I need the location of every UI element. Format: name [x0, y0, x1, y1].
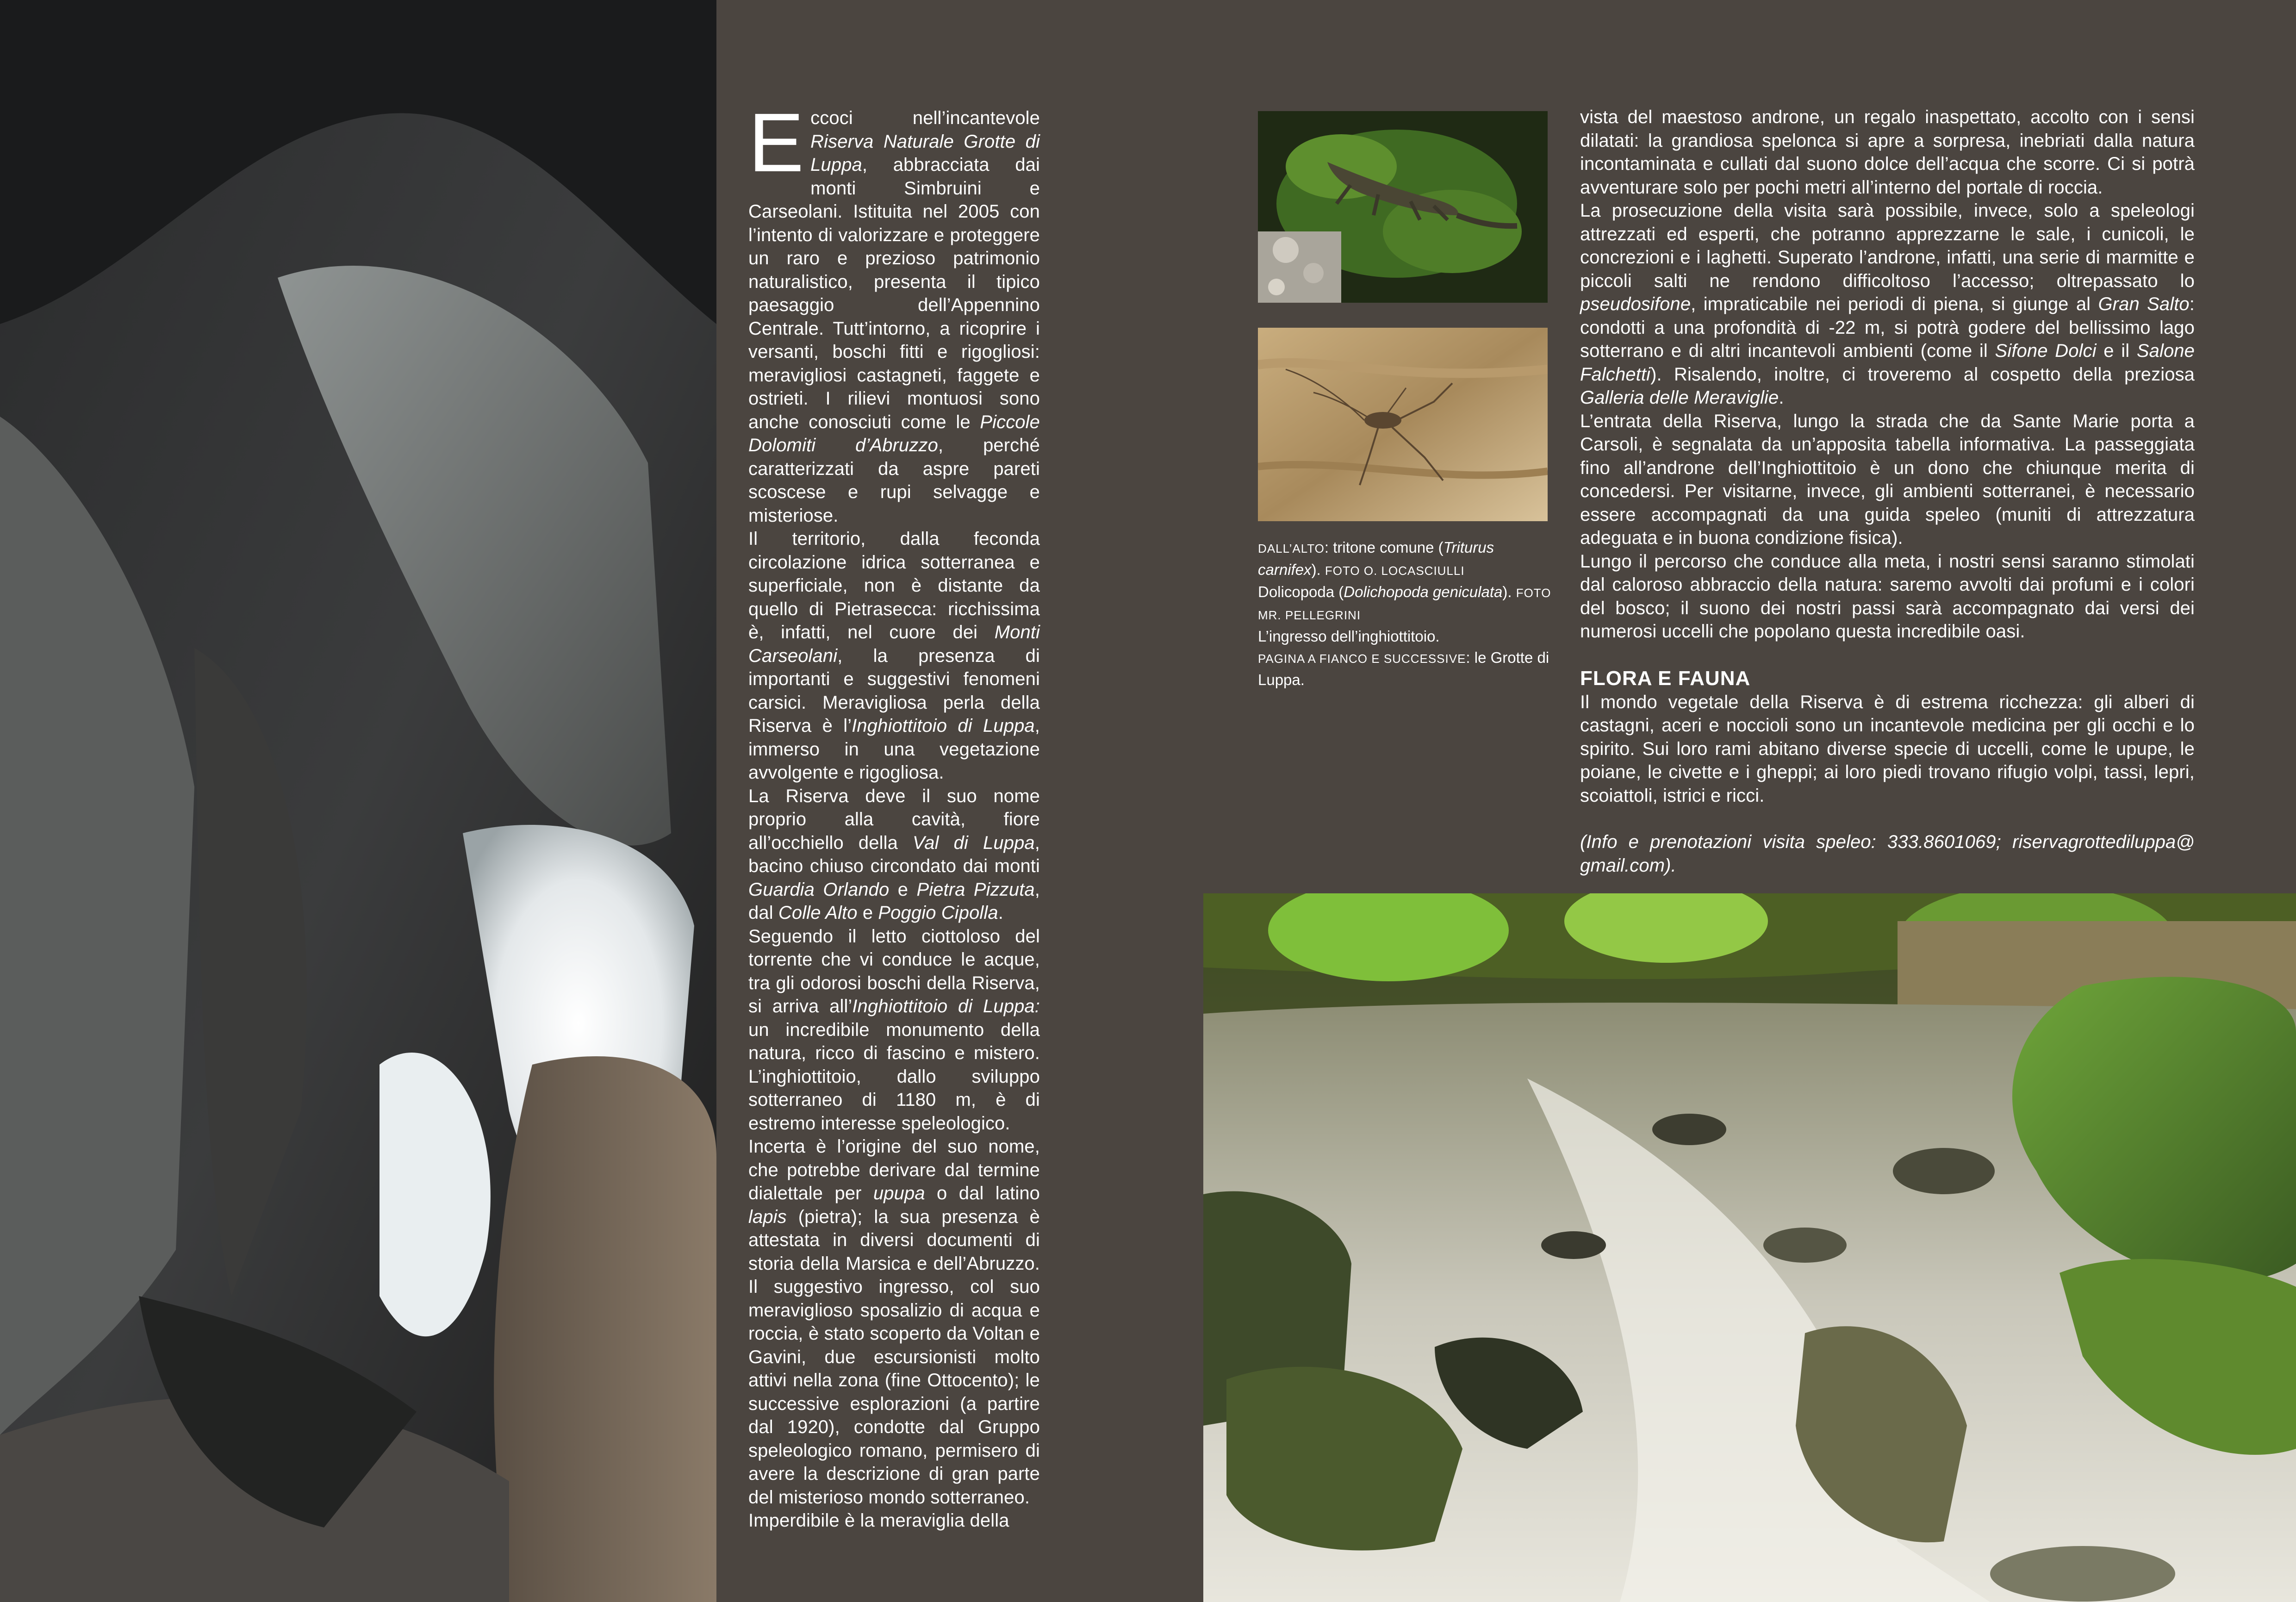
paragraph: Imperdibile è la meraviglia della [748, 1510, 1009, 1531]
caption: L’ingresso dell’inghiottitoio. [1258, 628, 1440, 645]
text-run: (pietra); la sua presenza è attestata in diversi documenti di storia della Marsica e dell’Abruzzo. Il suggestivo ingresso, col suo meraviglioso sposalizio di acqua e roccia, è stato scoperto da Voltan e Gavini, due escursionisti molto attivi nella zona (fine Ottocento); le successive esplorazioni (a partire dal 1920), condotte dal Gruppo speleologico romano, permisero di avere la descrizione di gran parte del misterioso mondo sotterraneo. [748, 1206, 1040, 1508]
text-run: Monti Carseolani [748, 622, 1040, 666]
text-run: La Riserva deve il suo nome proprio alla cavità, fiore all’occhiello della [748, 785, 1040, 853]
text-run: e il [2096, 341, 2137, 361]
text-run: Incerta è l’origine del suo nome, che potrebbe derivare dal termine dialettale per [748, 1136, 1040, 1203]
text-run: : condotti a una profondità di -22 m, si potrà godere del bellissimo lago sotterrano e di altri incantevoli ambienti (come il [1580, 294, 2195, 361]
text-run: e [889, 879, 917, 900]
text-run: (Info e prenotazioni visita speleo: 333.8601069; riservagrottediluppa@ gmail.com). [1580, 832, 2195, 876]
text-run: Pietra Pizzuta [916, 879, 1035, 900]
paragraph: vista del maestoso androne, un regalo inaspettato, accolto con i sensi dilatati: la grandiosa spelonca si apre a sorpresa, inebriati dalla natura incontaminata e cullati dal suono dolce dell’acqua che scorre. Ci si potrà avventurare solo per pochi metri all’interno del portale di roccia. [1580, 107, 2195, 198]
caption [1258, 537, 1554, 581]
text-run: Gran Salto [2098, 294, 2190, 314]
text-run: Guardia Orlando [748, 879, 890, 900]
caption [1258, 581, 1554, 626]
text-run: Triturus carnifex [1258, 539, 1494, 578]
text-run: , impraticabile nei periodi di piena, si giunge al [1691, 294, 2098, 314]
drop-cap: E [748, 96, 804, 189]
text-run: Salone Falchetti [1580, 341, 2195, 385]
paragraph [748, 1135, 1040, 1509]
text-run: Sifone Dolci [1995, 341, 2097, 361]
text-run: lapis [748, 1206, 787, 1227]
photo-captions [1258, 537, 1554, 691]
text-run: Seguendo il letto ciottoloso del torrente che vi conduce le acque, tra gli odorosi boschi della Riserva, si arriva all’ [748, 926, 1040, 1016]
text-run: Val di Luppa [912, 832, 1035, 853]
text-run: Galleria delle Meraviglie [1580, 387, 1779, 408]
cave-cricket-photo [1258, 328, 1548, 521]
section-heading: FLORA E FAUNA [1580, 667, 1751, 690]
text-run: Il territorio, dalla feconda circolazione idrica sotterranea e superficiale, non è distante da quello di Pietrasecca: ricchissima è, infatti, nel cuore dei [748, 529, 1040, 642]
text-run: ). Risalendo, inoltre, ci troveremo al cospetto della preziosa [1650, 364, 2195, 385]
text-run: ). [1502, 583, 1516, 600]
article-column-1 [748, 96, 1040, 1533]
text-run: ccoci nell’incantevole [810, 108, 1040, 128]
paragraph [748, 785, 1040, 925]
text-run: o dal latino [925, 1183, 1040, 1203]
text-run: , bacino chiuso circondato dai monti [748, 832, 1040, 876]
text-run: , abbracciata dai monti Simbruini e Carseolani. Istituita nel 2005 con l’intento di valorizzare e proteggere un raro e prezioso patrimonio naturalistico, presenta il tipico paesaggio dell’Appennino Centrale. Tutt’intorno, a ricoprire i versanti, boschi fitti e rigogliosi: meravigliosi castagneti, faggete e ostrieti. I rilievi montuosi sono anche conosciuti come le [748, 155, 1040, 432]
text-run: upupa [873, 1183, 925, 1203]
text-run: , la presenza di importanti e suggestivi fenomeni carsici. Meravigliosa perla della Riserva è l’ [748, 645, 1040, 736]
text-run: : le Grotte di Luppa. [1258, 649, 1549, 688]
text-run: Dolichopoda geniculata [1344, 583, 1503, 600]
text-run: Poggio Cipolla [878, 903, 998, 923]
spacer [1580, 807, 2195, 830]
text-run: Inghiottitoio di Luppa: [852, 996, 1040, 1016]
text-run: Inghiottitoio di Luppa [852, 716, 1035, 736]
text-run: Dolicopoda ( [1258, 583, 1344, 600]
text-run: Colle Alto [778, 903, 858, 923]
text-run: PAGINA A FIANCO E SUCCESSIVE [1258, 652, 1466, 666]
mossy-stream-photo [1203, 893, 2296, 1602]
text-run: ). [1311, 561, 1325, 578]
text-run: pseudosifone [1580, 294, 1691, 314]
paragraph: L’entrata della Riserva, lungo la strada che da Sante Marie porta a Carsoli, è segnalata da un’apposita tabella informativa. La passeggiata fino all’androne dell’Inghiottitoio è un dono che chiunque merita di concedersi. Per visitarne, invece, gli ambienti sotterranei, è necessario essere accompagnati da una guida speleo (muniti di attrezzatura adeguata e in buona condizione fisica). [1580, 411, 2195, 548]
intro-paragraph [748, 96, 1040, 527]
paragraph: Il mondo vegetale della Riserva è di estrema ricchezza: gli alberi di castagni, aceri e noccioli sono un incantevole medicina per gli occhi e lo spirito. Sui loro rami abitano diverse specie di uccelli, come le upupe, le poiane, le civette e i gheppi; ai loro piedi trovano rifugio volpi, tassi, lepri, scoiattoli, istrici e ricci. [1580, 692, 2195, 806]
text-run: , dal [748, 879, 1040, 923]
text-run: . [998, 903, 1003, 923]
text-run: FOTO MR. PELLEGRINI [1258, 586, 1551, 622]
text-run: , perché caratterizzati da aspre pareti scoscese e rupi selvagge e misteriose. [748, 435, 1040, 526]
text-run: FOTO O. LOCASCIULLI [1325, 564, 1465, 578]
caption [1258, 647, 1554, 691]
text-run: Riserva Naturale Grotte di Luppa [810, 131, 1040, 175]
paragraph: Lungo il percorso che conduce alla meta, i nostri sensi saranno stimolati dal caloroso abbraccio della natura: saremo avvolti dai profumi e i colori del bosco; il suono dei nostri passi sarà accompagnato dai versi dei numerosi uccelli che popolano questa incredibile oasi. [1580, 551, 2195, 642]
paragraph [748, 527, 1040, 785]
text-run: un incredibile monumento della natura, ricco di fascino e mistero. L’inghiottitoio, dallo sviluppo sotterraneo di 1180 m, è di estremo interesse speleologico. [748, 1019, 1040, 1134]
newt-on-moss-photo [1258, 111, 1548, 303]
cave-interior-photo [0, 0, 716, 1602]
text-run: , immerso in una vegetazione avvolgente e rigogliosa. [748, 716, 1040, 783]
contact-info [1580, 830, 2195, 877]
text-run: : tritone comune ( [1324, 539, 1444, 556]
paragraph [748, 925, 1040, 1135]
text-run: La prosecuzione della visita sarà possibile, invece, solo a speleologi attrezzati ed esperti, che potranno apprezzarne le sale, i cunicoli, le concrezioni e i laghetti. Superato l’androne, infatti, una serie di marmitte e piccoli salti ne rendono difficoltoso l’accesso; oltrepassato lo [1580, 200, 2195, 291]
text-run: DALL’ALTO [1258, 542, 1325, 555]
paragraph [1580, 199, 2195, 410]
text-run: e [857, 903, 878, 923]
text-run: Piccole Dolomiti d’Abruzzo [748, 411, 1040, 455]
text-run: . [1779, 387, 1784, 408]
article-column-3 [1580, 106, 2195, 877]
